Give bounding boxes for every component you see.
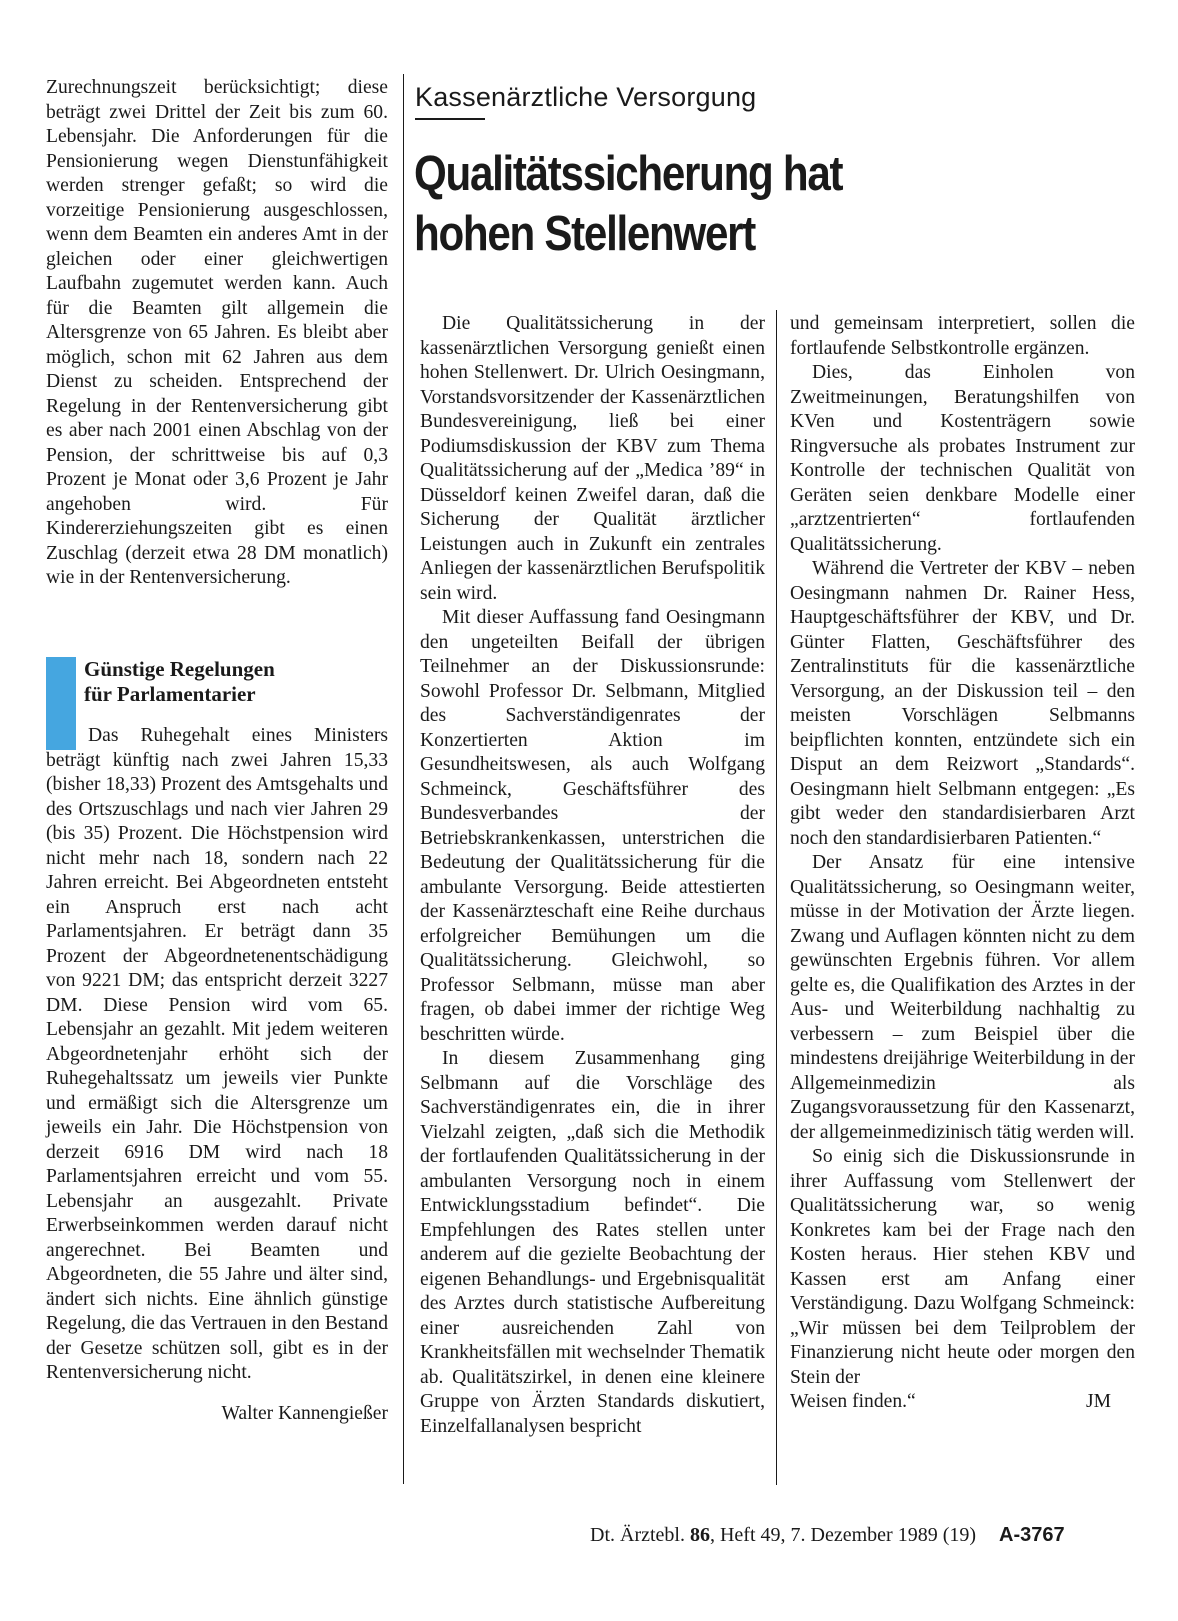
article-signoff-line <box>790 1390 1135 1415</box>
page-footer <box>590 1524 1065 1547</box>
article-paragraph: Der Ansatz für eine intensive Qualitätssicherung, so Oesingmann weiter, müsse in der Motivation der Ärzte liegen. Zwang und Auflagen könnten nicht zu dem gewünschten Ergebnis führen. Vor allem gelte es, die Qualifikation des Arztes in der Aus- und Weiterbildung nachhaltig zu verbessern – zum Beispiel über die mindestens dreijährige Weiterbildung in der Allgemeinmedizin als Zugangsvoraussetzung für den Kassenarzt, der allgemeinmedizinisch tätig werden will. <box>790 852 1135 1143</box>
footer-journal: Dt. Ärztebl. <box>590 1524 685 1546</box>
footer-volume: 86 <box>689 1524 710 1546</box>
article-paragraph: Mit dieser Auffassung fand Oesingmann den ungeteilten Beifall der übrigen Teilnehmer an der Diskussionsrunde: Sowohl Professor Dr. Selbmann, Mitglied des Sachverständigenrates der Konzertierten Aktion im Gesundheitswesen, als auch Wolfgang Schmeinck, Geschäftsführer des Bundesverbandes der Betriebskrankenkassen, unterstrichen die Bedeutung der Qualitätssicherung für die ambulante Versorgung. Beide attestierten der Kassenärzteschaft eine Reihe durchaus erfolgreicher Bemühungen um die Qualitätssicherung. Gleichwohl, so Professor Selbmann, müsse man aber fragen, ob dabei immer der richtige Weg beschritten würde. <box>420 607 765 1045</box>
footer-page-number: A-3767 <box>999 1524 1065 1546</box>
article-column-middle <box>420 312 765 1439</box>
kicker-underline <box>415 118 485 120</box>
box-heading-line-1: Günstige Regelungen <box>84 657 275 681</box>
article-paragraph: Die Qualitätssicherung in der kassenärztlichen Versorgung genießt einen hohen Stellenwert. Dr. Ulrich Oesingmann, Vorstandsvorsitzender der Kassenärztlichen Bundesvereinigung, ließ bei einer Podiumsdiskussion der KBV zum Thema Qualitätssicherung auf der „Medica ’89“ in Düsseldorf keinen Zweifel daran, daß die Sicherung der Qualität ärztlicher Leistungen auch in Zukunft ein zentrales Anliegen der kassenärztlichen Berufspolitik sein wird. <box>420 313 765 604</box>
footer-issue: , Heft 49, 7. Dezember 1989 (19) <box>709 1524 977 1546</box>
article-paragraph: So einig sich die Diskussionsrunde in ihrer Auffassung vom Stellenwert der Qualitätssicherung war, so wenig Konkretes kam bei der Frage nach den Kosten heraus. Hier stehen KBV und Kassen erst am Anfang einer Verständigung. Dazu Wolfgang Schmeinck: „Wir müssen bei dem Teilproblem der Finanzierung nicht heute oder morgen den Stein der <box>790 1146 1135 1388</box>
left-column-paragraph: Zurechnungszeit berücksichtigt; diese beträgt zwei Drittel der Zeit bis zum 60. Lebensjahr. Die Anforderungen für die Pensionierung wegen Dienstunfähigkeit werden strenger gefaßt; so wird die vorzeitige Pensionierung ausgeschlossen, wenn dem Beamten ein anderes Amt in der gleichen oder einer gleichwertigen Laufbahn zugemutet werden kann. Auch für die Beamten gilt allgemein die Altersgrenze von 65 Jahren. Es bleibt aber möglich, schon mit 62 Jahren aus dem Dienst zu scheiden. Entsprechend der Regelung in der Rentenversicherung gibt es aber nach 2001 einen Abschlag von der Pension, der schrittweise bis auf 0,3 Prozent je Monat oder 3,6 Prozent je Jahr angehoben wird. Für Kindererziehungszeiten gibt es einen Zuschlag (derzeit etwa 28 DM monatlich) wie in der Rentenversicherung. <box>46 77 388 588</box>
article-paragraph: Während die Vertreter der KBV – neben Oesingmann nahmen Dr. Rainer Hess, Hauptgeschäftsführer der KBV, und Dr. Günter Flatten, Geschäftsführer des Zentralinstituts für die kassenärztliche Versorgung, an der Diskussion teil – den meisten Vorschlägen Selbmanns beipflichten konnten, entzündete sich ein Disput an dem Reizwort „Standards“. Oesingmann hielt Selbmann entgegen: „Es gibt weder den standardisierbaren Arzt noch den standardisierbaren Patienten.“ <box>790 558 1135 849</box>
headline-line-2: hohen Stellenwert <box>414 207 756 261</box>
article-headline <box>414 144 1050 264</box>
article-paragraph: Dies, das Einholen von Zweitmeinungen, Beratungshilfen von KVen und Kostenträgern sowie Ringversuche als probates Instrument zur Kontrolle der technischen Qualität von Geräten seien denkbare Modelle einer „arztzentrierten“ fortlaufenden Qualitätssicherung. <box>790 362 1135 555</box>
box-paragraph: Das Ruhegehalt eines Ministers beträgt künftig nach zwei Jahren 15,33 (bisher 18,33) Prozent des Amtsgehalts und des Ortszuschlags und nach vier Jahren 29 (bis 35) Prozent. Die Höchstpension wird nicht mehr nach 18, sondern nach 22 Jahren erreicht. Bei Abgeordneten entsteht ein Anspruch erst nach acht Parlamentsjahren. Er beträgt dann 35 Prozent der Abgeordnetenentschädigung von 9221 DM; das entspricht derzeit 3227 DM. Diese Pension wird vom 65. Lebensjahr an gezahlt. Mit jedem weiteren Abgeordnetenjahr erhöht sich der Ruhegehaltssatz um jeweils vier Punkte und ermäßigt sich die Altersgrenze um jeweils ein Jahr. Die Höchstpension von derzeit 6916 DM wird nach 18 Parlamentsjahren erreicht und vom 55. Lebensjahr an ausgezahlt. Private Erwerbseinkommen werden darauf nicht angerechnet. Bei Beamten und Abgeordneten, die 55 Jahre und älter sind, ändert sich nichts. Eine ähnlich günstige Regelung, die das Vertrauen in den Bestand der Gesetze schützen soll, gibt es in der Rentenversicherung nicht. <box>46 725 388 1383</box>
box-body <box>46 724 388 1426</box>
article-author-initials: JM <box>1085 1391 1111 1412</box>
box-author: Walter Kannengießer <box>221 1402 388 1424</box>
article-paragraph: und gemeinsam interpretiert, sollen die fortlaufende Selbstkontrolle ergänzen. <box>790 313 1135 359</box>
article-paragraph: In diesem Zusammenhang ging Selbmann auf die Vorschläge des Sachverständigenrates ein, die in ihrer Vielzahl zeigten, „daß sich die Methodik der fortlaufenden Qualitätssicherung in der ambulanten Versorgung noch in einem Entwicklungsstadium befindet“. Die Empfehlungen des Rates stellen unter anderem auf die gezielte Beobachtung der eigenen Behandlungs- und Ergebnisqualität des Arztes durch statistische Aufbereitung einer ausreichenden Zahl von Krankheitsfällen mit wechselnder Thematik ab. Qualitätszirkel, in denen eine kleinere Gruppe von Ärzten Standards diskutiert, Einzelfallanalysen bespricht <box>420 1048 765 1437</box>
box-heading-line-2: für Parlamentarier <box>84 682 256 706</box>
headline-line-1: Qualitätssicherung hat <box>414 147 843 201</box>
column-divider <box>403 74 404 1484</box>
left-column <box>46 76 388 591</box>
article-last-line: Weisen finden.“ <box>790 1391 916 1412</box>
article-kicker: Kassenärztliche Versorgung <box>415 82 757 112</box>
box-heading <box>84 657 388 707</box>
article-column-right <box>790 312 1135 1415</box>
column-divider <box>776 310 777 1485</box>
